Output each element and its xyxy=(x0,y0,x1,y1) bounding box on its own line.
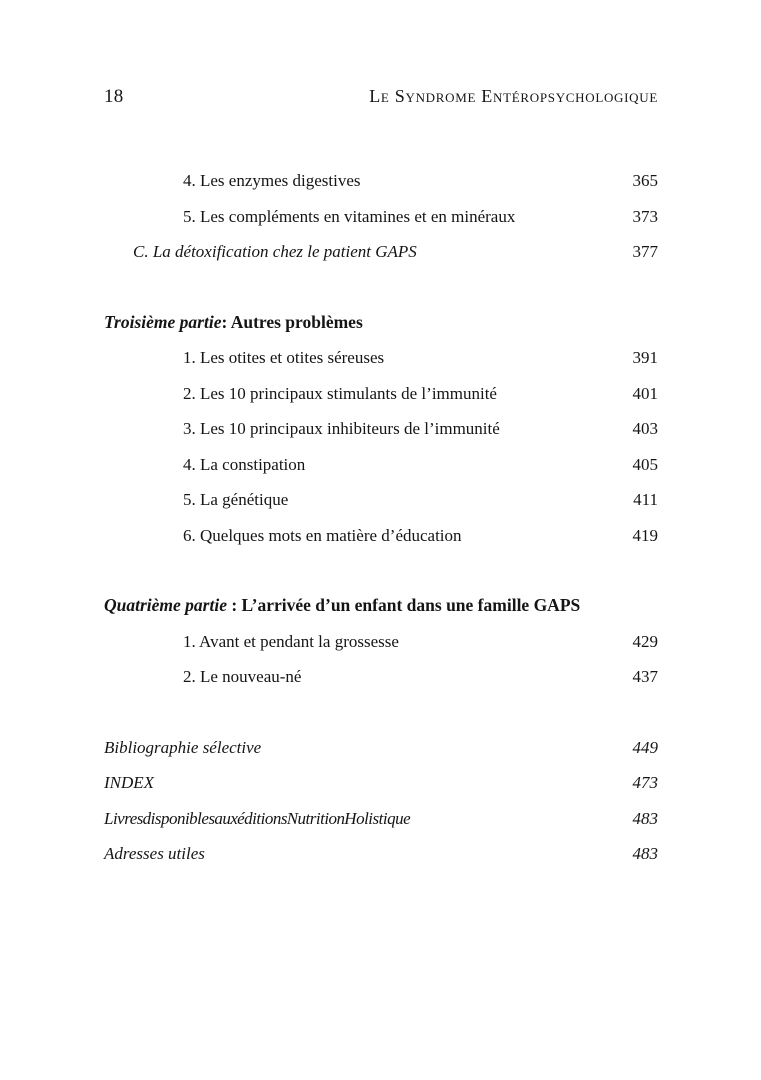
toc-entry xyxy=(104,376,658,412)
toc-entry-label: 5. La génétique xyxy=(183,490,289,509)
toc-entry-label: 6. Quelques mots en matière d’éducation xyxy=(183,525,462,545)
toc-entry-page: 365 xyxy=(632,171,658,190)
part-name: Troisième partie xyxy=(104,311,222,332)
part-title: : Autres problèmes xyxy=(221,311,363,332)
toc-entry xyxy=(104,730,658,766)
toc-entry xyxy=(104,199,658,235)
toc-entry-label: 4. Les enzymes digestives xyxy=(183,171,361,190)
toc-entry xyxy=(104,801,658,837)
toc-entry-page: 419 xyxy=(632,525,658,545)
table-of-contents xyxy=(104,163,658,872)
toc-entry-page: 483 xyxy=(632,808,658,828)
toc-entry xyxy=(104,518,658,554)
part-heading-troisieme xyxy=(104,305,658,341)
toc-entry xyxy=(104,447,658,483)
toc-entry xyxy=(104,340,658,376)
toc-entry-label: C. La détoxification chez le patient GAPS xyxy=(133,242,417,261)
folio-page-number: 18 xyxy=(104,86,124,107)
toc-entry-label: 4. La constipation xyxy=(183,454,306,474)
toc-entry-label: 5. Les compléments en vitamines et en minéraux xyxy=(183,206,516,226)
toc-entry-page: 391 xyxy=(632,348,658,367)
part-heading-label xyxy=(104,588,580,624)
toc-entry-page: 373 xyxy=(632,206,658,226)
toc-entry xyxy=(104,163,658,199)
part-heading-quatrieme xyxy=(104,588,658,624)
toc-entry-label: INDEX xyxy=(104,773,155,792)
toc-entry xyxy=(104,234,658,270)
toc-entry-page: 429 xyxy=(632,631,658,651)
toc-entry-page: 437 xyxy=(632,667,658,686)
toc-entry-page: 411 xyxy=(633,490,658,509)
toc-entry-label: Livres disponibles aux éditions Nutrition Holistique xyxy=(104,808,411,828)
toc-entry-page: 483 xyxy=(632,844,658,863)
toc-entry-label: 1. Avant et pendant la grossesse xyxy=(183,631,399,651)
toc-entry xyxy=(104,659,658,695)
toc-entry-page: 473 xyxy=(632,773,658,792)
running-title: Le Syndrome Entéropsychologique xyxy=(369,86,658,106)
part-heading-label xyxy=(104,305,363,341)
toc-entry-page: 377 xyxy=(632,242,658,261)
toc-entry-label: Bibliographie sélective xyxy=(104,737,262,757)
back-matter-section xyxy=(104,730,658,872)
toc-entry-label: 3. Les 10 principaux inhibiteurs de l’immunité xyxy=(183,419,500,438)
toc-entry-label: 1. Les otites et otites séreuses xyxy=(183,348,385,367)
part-name: Quatrième partie xyxy=(104,595,227,615)
toc-entry xyxy=(104,482,658,518)
page-header xyxy=(104,86,658,108)
toc-entry-label: 2. Le nouveau-né xyxy=(183,667,302,686)
toc-entry xyxy=(104,765,658,801)
toc-entry xyxy=(104,836,658,872)
toc-entry-label: Adresses utiles xyxy=(104,844,205,863)
toc-entry-page: 449 xyxy=(632,737,658,757)
part-title: : L’arrivée d’un enfant dans une famille GAPS xyxy=(226,595,581,615)
toc-entry xyxy=(104,411,658,447)
toc-entry-page: 401 xyxy=(632,383,658,403)
toc-entry-label: 2. Les 10 principaux stimulants de l’immunité xyxy=(183,383,497,403)
toc-entry-page: 405 xyxy=(632,454,658,474)
toc-entry-page: 403 xyxy=(632,419,658,438)
toc-entry xyxy=(104,624,658,660)
